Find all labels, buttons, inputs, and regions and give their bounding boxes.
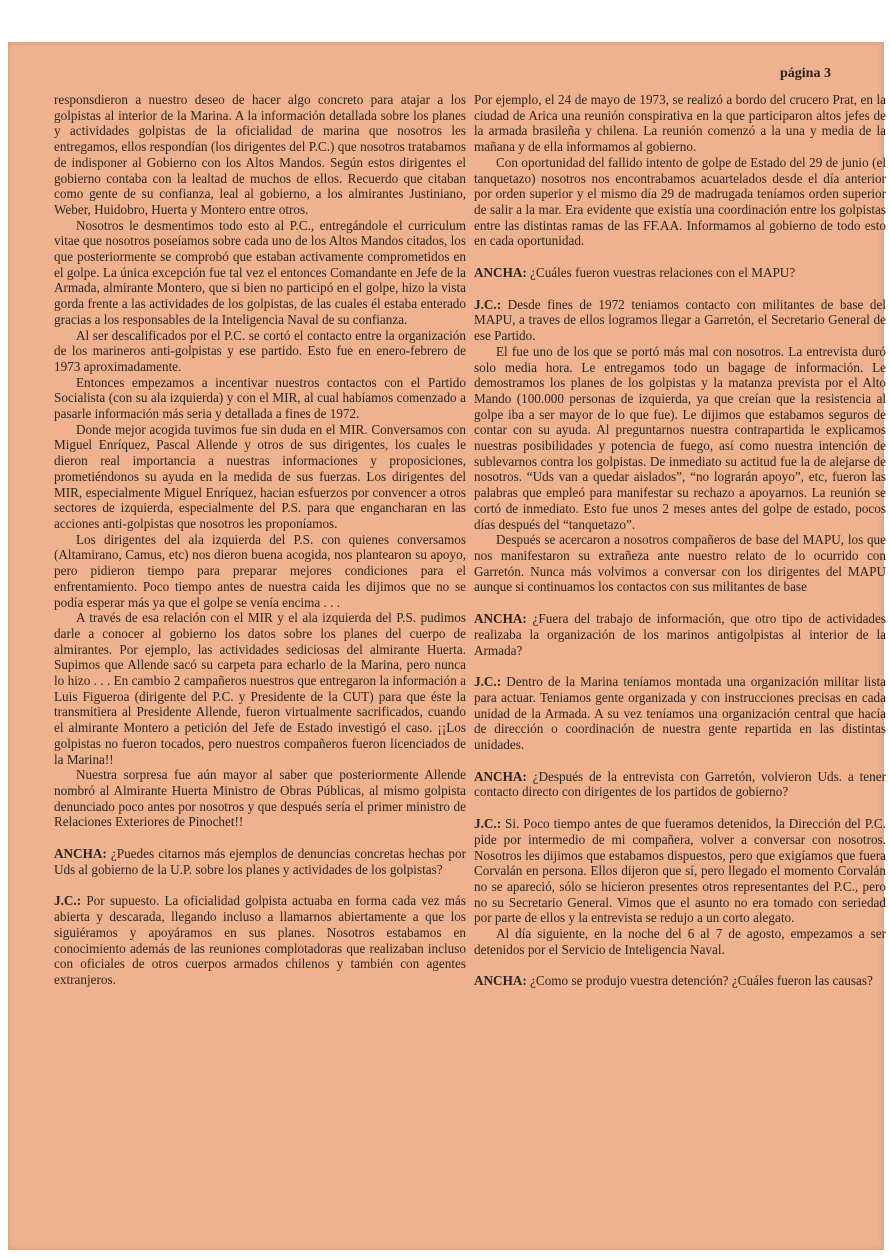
answer-text: Por supuesto. La oficialidad golpista actuaba en forma cada vez más abierta y descarada, llegando incluso a llamarnos abiertamente a que los siguiéramos y apoyáramos en sus planes. Nosotros estabamos en conocimiento además de las reuniones complotadoras que realizaban incluso con oficiales de otros cuerpos armados chilenos y también con agentes extranjeros. xyxy=(54,893,466,987)
question-text: ¿Después de la entrevista con Garretón, volvieron Uds. a tener contacto directo con dirigentes de los partidos de gobierno? xyxy=(474,768,887,800)
speaker-label: ANCHA: xyxy=(474,973,527,989)
paragraph: Entonces empezamos a incentivar nuestros contactos con el Partido Socialista (con su ala izquierda) y con el MIR, al cual habíamos comenzado a pasarle información más seria y detallada a fines de 1972. xyxy=(54,374,466,422)
answer-text: Dentro de la Marina teníamos montada una organización militar lista para actuar. Teniamos gente organizada y con instrucciones precisas en cada unidad de la Armada. A su vez teníamos una organización central que hacía de dirección o coordinación de nuestra gente repartida en las distintas unidades. xyxy=(474,674,886,753)
paragraph: Por ejemplo, el 24 de mayo de 1973, se realizó a bordo del crucero Prat, en la ciudad de Arica una reunión conspirativa en la que participaron altos jefes de la armada brasileña y chilena. La reunión comenzó a la una y media de la mañana y de ella informamos al gobierno. xyxy=(474,92,886,155)
interview-answer xyxy=(474,674,886,753)
speaker-label: ANCHA: xyxy=(54,846,107,862)
question-text: ¿Cuáles fueron vuestras relaciones con el MAPU? xyxy=(530,265,796,281)
speaker-label: J.C.: xyxy=(474,674,502,690)
question-text: ¿Puedes citarnos más ejemplos de denuncias concretas hechas por Uds al gobierno de la U.P. sobre los planes y actividades de los golpistas? xyxy=(54,846,467,877)
paragraph: Nuestra sorpresa fue aún mayor al saber que posteriormente Allende nombró al Almirante Huerta Ministro de Obras Públicas, al mismo golpista denunciado poco antes por nosotros y que después sería el primer ministro de Relaciones Exteriores de Pinochet!! xyxy=(54,767,466,830)
question-text: ¿Fuera del trabajo de información, que otro tipo de actividades realizaba la organización de los marinos antigolpistas al interior de la Armada? xyxy=(474,611,886,658)
interview-answer xyxy=(474,297,886,344)
interview-answer xyxy=(54,893,466,987)
paragraph: responsdieron a nuestro deseo de hacer algo concreto para atajar a los golpistas al interior de la Marina. A la información detallada sobre los planes y actividades golpistas de la oficialidad de marina que nosotros les entregamos, ellos respondían (los dirigentes del P.C.) que nosotros tratabamos de indisponer al Gobierno con los Altos Mandos. Según estos dirigentes el gobierno contaba con la lealtad de muchos de ellos. Recuerdo que citaban como gente de su confianza, leal al gobierno, a los almirantes Justiniano, Weber, Huidobro, Huerta y Montero entre otros. xyxy=(54,92,466,217)
interview-question xyxy=(474,265,886,281)
speaker-label: J.C.: xyxy=(474,816,502,832)
speaker-label: J.C.: xyxy=(54,893,82,909)
speaker-label: ANCHA: xyxy=(474,265,527,281)
interview-question xyxy=(474,611,886,658)
interview-question xyxy=(474,973,886,989)
paragraph: Los dirigentes del ala izquierda del P.S. con quienes conversamos (Altamirano, Camus, etc) nos dieron buena acogida, nos plantearon su apoyo, pero pidieron tiempo para preparar mejores condiciones para el enfrentamiento. Poco tiempo antes de nuestra caida les dijimos que no se podía esperar más ya que el golpe se venía encima . . . xyxy=(54,531,466,610)
speaker-label: ANCHA: xyxy=(474,611,527,627)
speaker-label: ANCHA: xyxy=(474,768,527,784)
paragraph: Al día siguiente, en la noche del 6 al 7 de agosto, empezamos a ser detenidos por el Servicio de Inteligencia Naval. xyxy=(474,926,886,957)
right-column xyxy=(474,92,886,989)
question-text: ¿Como se produjo vuestra detención? ¿Cuáles fueron las causas? xyxy=(530,973,873,989)
paragraph: Donde mejor acogida tuvimos fue sin duda en el MIR. Conversamos con Miguel Enríquez, Pascal Allende y otros de sus dirigentes, los cuales le dieron real importancia a nuestras informaciones y proposiciones, prometiéndonos su ayuda en la medida de sus fuerzas. Los dirigentes del MIR, especialmente Miguel Enríquez, hacian esfuerzos por convencer a otros sectores de izquierda, especialmente del P.S. para que engancharan en las acciones anti-golpistas que nosotros les proponíamos. xyxy=(54,421,466,531)
paragraph: Con oportunidad del fallido intento de golpe de Estado del 29 de junio (el tanquetazo) nosotros nos encontrabamos acuartelados desde el día anterior por orden superior y el mismo día 29 de madrugada teníamos orden superior de salir a la mar. Era evidente que existía una coordinación entre los golpistas entre las distintas ramas de las FF.AA. Informamos al gobierno de todo esto en cada oportunidad. xyxy=(474,154,886,249)
interview-answer xyxy=(474,816,886,926)
paragraph: Después se acercaron a nosotros compañeros de base del MAPU, los que nos manifestaron su extrañeza ante nuestro relato de lo ocurrido con Garretón. Nunca más volvimos a conversar con los dirigentes del MAPU aunque si continuamos los contactos con sus militantes de base xyxy=(474,532,886,595)
interview-question xyxy=(474,769,886,800)
page-number: página 3 xyxy=(780,66,831,81)
paragraph: El fue uno de los que se portó más mal con nosotros. La entrevista duró solo media hora. Le entregamos todo un bagage de información. Le demostramos los planes de los golpistas y la matanza prevista por el Alto Mando (100.000 personas de izquierda, ya que creían que la resistencia al golpe iba a ser mayor de lo que fue). Le dijimos que estabamos seguros de contar con su ayuda. Al preguntarnos nuestra contrapartida le explicamos nuestras posibilidades y potencia de fuego, así como nuestra intención de sublevarnos contra los golpistas. De inmediato su actitud fue la de alejarse de nosotros. “Uds van a quedar aislados”, “no lograrán apoyo”, etc, fueron las palabras que empleó para manifestar su rechazo a apoyarnos. La reunión se cortó de inmediato. Esto fue unos 2 meses antes del golpe de estado, pocos días después del “tanquetazo”. xyxy=(474,343,886,532)
paragraph: Nosotros le desmentimos todo esto al P.C., entregándole el curriculum vitae que nosotros poseíamos sobre cada uno de los Altos Mandos citados, los que posteriormente se comprobó que estaban activamente comprometidos en el golpe. La única excepción fue tal vez el entonces Comandante en Jefe de la Armada, almirante Montero, que si bien no participó en el golpe, hizo la vista gorda frente a las actividades de los golpistas, de las cuales él estaba enterado gracias a los responsables de la Inteligencia Naval de su confianza. xyxy=(54,217,466,327)
left-column xyxy=(54,92,466,988)
answer-text: Si. Poco tiempo antes de que fueramos detenidos, la Dirección del P.C. pide por intermedio de mi compañera, volver a conversar con nosotros. Nosotros les dijimos que estabamos dispuestos, pero que exigíamos que fuera Corvalán en persona. Ellos dijeron que sí, pero llegado el momento Corvalán no se apareció, sólo se hicieron presentes otros representantes del P.C., pero no su Secretario General. Vimos que el asunto no era tomado con seriedad por parte de ellos y la entrevista se redujo a un corto alegato. xyxy=(474,816,886,926)
paragraph: Al ser descalificados por el P.C. se cortó el contacto entre la organización de los marineros anti-golpistas y ese partido. Esto fue en enero-febrero de 1973 aproximadamente. xyxy=(54,327,466,374)
answer-text: Desde fines de 1972 teniamos contacto con militantes de base del MAPU, a traves de ellos logramos llegar a Garretón, el Secretario General de ese Partido. xyxy=(474,296,887,344)
interview-question xyxy=(54,846,466,877)
speaker-label: J.C.: xyxy=(474,296,502,312)
paragraph: A través de esa relación con el MIR y el ala izquierda del P.S. pudimos darle a conocer al gobierno los datos sobre los planes del cuerpo de almirantes. Por ejemplo, las actividades sediciosas del almirante Huerta. Supimos que Allende sacó su carpeta para echarlo de la Marina, pero nunca lo hizo . . . En cambio 2 campañeros nuestros que entregaron la información a Luis Figueroa (dirigente del P.C. y Presidente de la CUT) para que éste la transmitiera al Presidente Allende, fueron virtualmente sacrificados, cuando el almirante Montero a petición del Jefe de Estado investigó el caso. ¡¡Los golpistas no fueron tocados, pero nuestros compañeros fueron licenciados de la Marina!! xyxy=(54,610,466,767)
